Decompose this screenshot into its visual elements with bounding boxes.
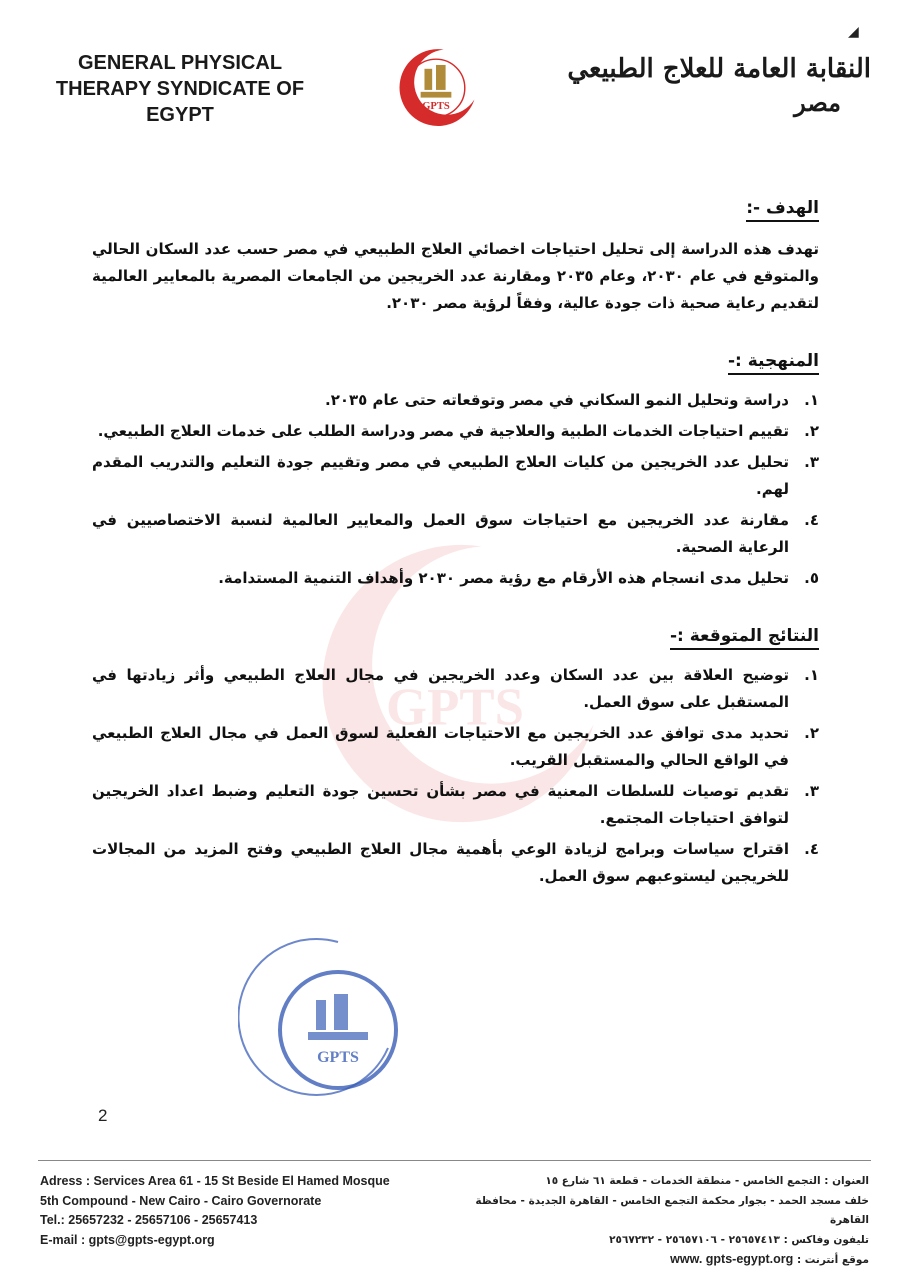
footer-ar-website <box>449 1250 869 1271</box>
item-number: ٤. <box>804 511 819 529</box>
org-name-arabic <box>551 52 871 120</box>
results-list <box>92 662 819 890</box>
org-name-english <box>30 50 330 128</box>
org-name-line-2: THERAPY SYNDICATE OF <box>55 78 305 100</box>
list-item <box>92 507 819 561</box>
page-number: 2 <box>98 1106 108 1125</box>
footer-address-2: 5th Compound - New Cairo - Cairo Governorate <box>40 1193 322 1208</box>
org-name-line-1: GENERAL PHYSICAL <box>77 52 283 74</box>
item-text: توضيح العلاقة بين عدد السكان وعدد الخريجين في مجال العلاج الطبيعي وأثر زيادتها في المستقبل على سوق العمل. <box>92 666 789 711</box>
list-item <box>92 720 819 774</box>
footer-arabic <box>449 1172 869 1271</box>
footer-email[interactable]: E-mail : gpts@gpts-egypt.org <box>40 1232 215 1247</box>
logo-text: GPTS <box>422 101 450 113</box>
list-item <box>92 418 819 445</box>
item-number: ٣. <box>804 782 819 800</box>
section-title-goal: الهدف -: <box>746 198 819 222</box>
stamp-text: GPTS <box>317 1049 359 1066</box>
item-number: ٢. <box>804 724 819 742</box>
footer-tel: Tel.: 25657232 - 25657106 - 25657413 <box>40 1213 258 1227</box>
item-text: تقديم توصيات للسلطات المعنية في مصر بشأن تحسين جودة التعليم وضبط اعداد الخريجين لتوافق احتياجات المجتمع. <box>92 782 789 827</box>
list-item <box>92 565 819 592</box>
document-body <box>92 198 819 894</box>
item-text: اقتراح سياسات وبرامج لزيادة الوعي بأهمية مجال العلاج الطبيعي وفتح المزيد من المجالات للخريجين ليستوعبهم سوق العمل. <box>92 840 789 885</box>
section-title-method: المنهجية :- <box>728 351 819 375</box>
item-text: تحديد مدى توافق عدد الخريجين مع الاحتياجات الفعلية لسوق العمل في مجال العلاج الطبيعي في الواقع الحالي والمستقبل القريب. <box>92 724 789 769</box>
gpts-logo-icon <box>388 40 484 136</box>
list-item <box>92 449 819 503</box>
item-text: مقارنة عدد الخريجين مع احتياجات سوق العمل والمعايير العالمية لنسبة الاختصاصيين في الرعاية الصحية. <box>92 511 789 556</box>
item-text: تحليل مدى انسجام هذه الأرقام مع رؤية مصر ٢٠٣٠ وأهداف التنمية المستدامة. <box>218 569 789 587</box>
item-text: دراسة وتحليل النمو السكاني في مصر وتوقعاته حتى عام ٢٠٣٥. <box>325 391 789 409</box>
method-list <box>92 387 819 592</box>
section-goal <box>92 198 819 317</box>
scan-corner-mark: ◢ <box>848 24 859 40</box>
item-number: ٤. <box>804 840 819 858</box>
footer-web-label: موقع أنترنت : <box>796 1254 869 1266</box>
footer-address-1: Adress : Services Area 61 - 15 St Beside El Hamed Mosque <box>40 1174 390 1188</box>
item-text: تحليل عدد الخريجين من كليات العلاج الطبيعي في مصر وتقييم جودة التعليم والتدريب المقدم لهم. <box>92 453 789 498</box>
footer-web-link[interactable]: www. gpts-egypt.org <box>670 1252 794 1266</box>
footer-ar-address-2: خلف مسجد الحمد - بجوار محكمة التجمع الخامس - القاهرة الجديدة - محافظة القاهرة <box>475 1194 869 1226</box>
item-number: ٣. <box>804 453 819 471</box>
item-text: تقييم احتياجات الخدمات الطبية والعلاجية في مصر ودراسة الطلب على خدمات العلاج الطبيعي. <box>97 422 789 440</box>
watermark-text: GPTS <box>386 678 524 737</box>
footer-divider <box>38 1160 871 1161</box>
footer-ar-tel: تليفون وفاكس : ٢٥٦٥٧٤١٣ - ٢٥٦٥٧١٠٦ - ٢٥٦٧٢٣٢ <box>609 1233 869 1246</box>
item-number: ٥. <box>804 569 819 587</box>
item-number: ١. <box>804 391 819 409</box>
footer-ar-address-1: العنوان : التجمع الخامس - منطقة الخدمات - قطعة ٦١ شارع ١٥ <box>545 1175 869 1187</box>
item-number: ٢. <box>804 422 819 440</box>
list-item <box>92 662 819 716</box>
org-name-line-3: EGYPT <box>146 104 214 126</box>
section-results <box>92 626 819 890</box>
list-item <box>92 387 819 414</box>
org-name-arabic-text: النقابة العامة للعلاج الطبيعي <box>567 54 871 84</box>
official-stamp-icon <box>238 930 398 1120</box>
section-method <box>92 351 819 592</box>
footer-english <box>40 1172 460 1250</box>
country-arabic: مصر <box>794 88 841 117</box>
section-title-results: النتائج المتوقعة :- <box>670 626 819 650</box>
list-item <box>92 778 819 832</box>
goal-paragraph: تهدف هذه الدراسة إلى تحليل احتياجات اخصائي العلاج الطبيعي في مصر حسب عدد السكان الحالي والمتوقع في عام ٢٠٣٠، وعام ٢٠٣٥ ومقارنة عدد الخريجين من الجامعات المصرية بالمعايير العالمية لتقديم رعاية صحية ذات جودة عالية، وفقاً لرؤية مصر ٢٠٣٠. <box>92 240 819 312</box>
list-item <box>92 836 819 890</box>
item-number: ١. <box>804 666 819 684</box>
